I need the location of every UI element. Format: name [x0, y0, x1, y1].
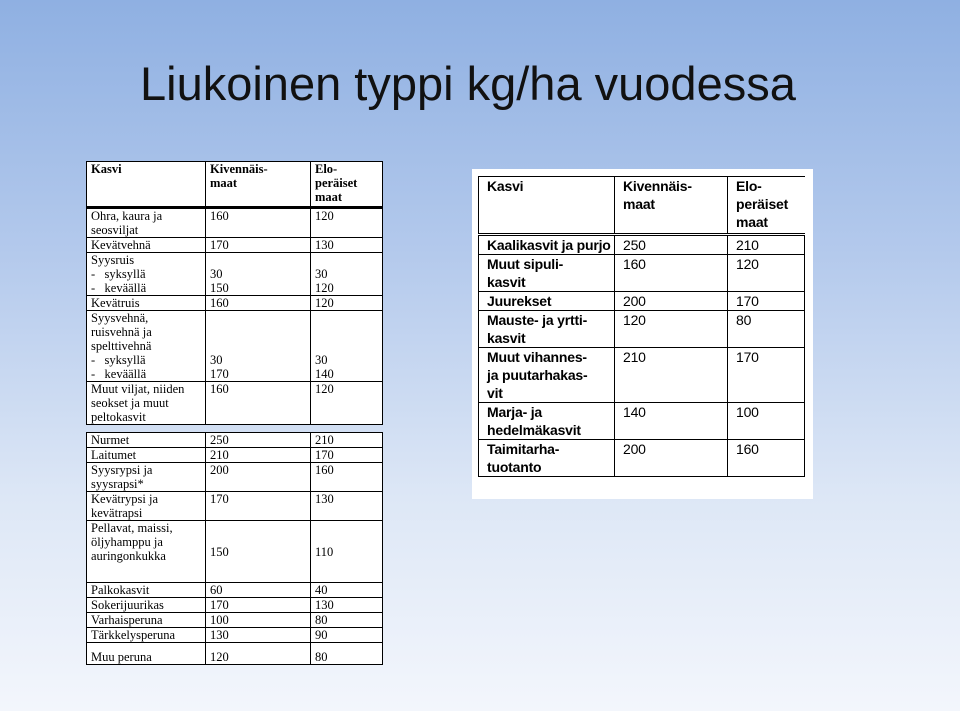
crop-label: Syysvehnä, ruisvehnä ja spelttivehnä	[91, 311, 152, 353]
mineral-value	[206, 311, 311, 382]
crop-sub-label: - keväällä	[91, 281, 147, 295]
header-mineral-soils: Kivennäis- maat	[615, 177, 728, 235]
mineral-value: 250	[615, 235, 728, 255]
organic-value: 120	[311, 208, 383, 238]
crop-cell: Nurmet	[87, 433, 206, 448]
crop-cell: Varhaisperuna	[87, 613, 206, 628]
crop-cell: Mauste- ja yrtti- kasvit	[479, 311, 615, 348]
crop-label: Syysruis	[91, 253, 135, 267]
table-row	[87, 311, 383, 382]
mineral-value: 160	[206, 208, 311, 238]
mineral-value	[206, 253, 311, 296]
crop-cell: Kaalikasvit ja purjo	[479, 235, 615, 255]
crop-cell: Taimitarha- tuotanto	[479, 440, 615, 477]
table-row	[479, 403, 805, 440]
organic-value: 160	[728, 440, 805, 477]
organic-value: 170	[728, 348, 805, 403]
page-title: Liukoinen typpi kg/ha vuodessa	[140, 57, 796, 110]
organic-value-autumn: 30	[315, 267, 328, 281]
mineral-value: 210	[206, 448, 311, 463]
crop-cell: Sokerijuurikas	[87, 598, 206, 613]
organic-value: 120	[311, 382, 383, 425]
organic-value	[311, 253, 383, 296]
mineral-value: 120	[206, 643, 311, 665]
left-table-cereals	[86, 161, 383, 425]
crop-cell: Tärkkelysperuna	[87, 628, 206, 643]
mineral-value: 120	[615, 311, 728, 348]
organic-value: 120	[311, 296, 383, 311]
organic-value-spring: 140	[315, 367, 334, 381]
crop-sub-label: - keväällä	[91, 367, 147, 381]
right-table-horticulture	[478, 176, 805, 477]
header-crop: Kasvi	[479, 177, 615, 235]
crop-cell: Pellavat, maissi, öljyhamppu ja auringonkukka	[87, 521, 206, 583]
organic-value: 130	[311, 598, 383, 613]
left-table-other-crops	[86, 432, 383, 665]
table-row	[87, 208, 383, 238]
table-row	[87, 448, 383, 463]
mineral-value-autumn: 30	[210, 267, 223, 281]
table-row	[87, 296, 383, 311]
mineral-value: 170	[206, 238, 311, 253]
organic-value: 170	[311, 448, 383, 463]
table-row	[87, 613, 383, 628]
organic-value: 210	[311, 433, 383, 448]
organic-value-spring: 120	[315, 281, 334, 295]
mineral-value: 250	[206, 433, 311, 448]
organic-value: 130	[311, 238, 383, 253]
crop-cell: Laitumet	[87, 448, 206, 463]
table-row	[479, 348, 805, 403]
table-row	[87, 433, 383, 448]
table-row	[87, 628, 383, 643]
mineral-value: 160	[206, 296, 311, 311]
mineral-value: 200	[615, 440, 728, 477]
table-header-row	[87, 162, 383, 208]
crop-sub-label: - syksyllä	[91, 353, 146, 367]
mineral-value-autumn: 30	[210, 353, 223, 367]
organic-value: 40	[311, 583, 383, 598]
mineral-value-spring: 170	[210, 367, 229, 381]
mineral-value: 170	[206, 492, 311, 521]
crop-cell	[87, 253, 206, 296]
organic-value: 120	[728, 255, 805, 292]
table-row	[87, 253, 383, 296]
table-row	[87, 382, 383, 425]
crop-cell: Syysrypsi ja syysrapsi*	[87, 463, 206, 492]
crop-cell: Kevätvehnä	[87, 238, 206, 253]
mineral-value: 200	[615, 292, 728, 311]
mineral-value: 100	[206, 613, 311, 628]
organic-value: 80	[311, 613, 383, 628]
mineral-value: 130	[206, 628, 311, 643]
mineral-value: 160	[615, 255, 728, 292]
table-row	[87, 463, 383, 492]
mineral-value: 160	[206, 382, 311, 425]
table-row	[87, 238, 383, 253]
organic-value: 80	[728, 311, 805, 348]
crop-cell: Ohra, kaura ja seosviljat	[87, 208, 206, 238]
header-crop: Kasvi	[87, 162, 206, 208]
mineral-value: 140	[615, 403, 728, 440]
table-row	[479, 255, 805, 292]
organic-value: 170	[728, 292, 805, 311]
crop-cell: Muut viljat, niiden seokset ja muut peltokasvit	[87, 382, 206, 425]
crop-cell: Muut sipuli- kasvit	[479, 255, 615, 292]
organic-value: 210	[728, 235, 805, 255]
crop-cell: Juurekset	[479, 292, 615, 311]
organic-value	[311, 311, 383, 382]
mineral-value-spring: 150	[210, 281, 229, 295]
organic-value: 100	[728, 403, 805, 440]
organic-value: 130	[311, 492, 383, 521]
mineral-value: 210	[615, 348, 728, 403]
table-row	[479, 235, 805, 255]
organic-value-autumn: 30	[315, 353, 328, 367]
table-row	[479, 311, 805, 348]
crop-cell: Palkokasvit	[87, 583, 206, 598]
organic-value: 90	[311, 628, 383, 643]
crop-sub-label: - syksyllä	[91, 267, 146, 281]
mineral-value: 150	[206, 521, 311, 583]
crop-cell: Kevätruis	[87, 296, 206, 311]
crop-cell: Muut vihannes- ja puutarhakas- vit	[479, 348, 615, 403]
table-header-row	[479, 177, 805, 235]
table-row	[87, 583, 383, 598]
mineral-value: 170	[206, 598, 311, 613]
crop-cell: Muu peruna	[87, 643, 206, 665]
table-row	[479, 292, 805, 311]
mineral-value: 60	[206, 583, 311, 598]
table-row	[87, 598, 383, 613]
header-mineral-soils: Kivennäis- maat	[206, 162, 311, 208]
table-row	[87, 643, 383, 665]
table-row	[87, 492, 383, 521]
crop-cell	[87, 311, 206, 382]
table-row	[479, 440, 805, 477]
table-row	[87, 521, 383, 583]
header-organic-soils: Elo- peräiset maat	[728, 177, 805, 235]
organic-value: 110	[311, 521, 383, 583]
mineral-value: 200	[206, 463, 311, 492]
organic-value: 160	[311, 463, 383, 492]
header-organic-soils: Elo- peräiset maat	[311, 162, 383, 208]
organic-value: 80	[311, 643, 383, 665]
crop-cell: Marja- ja hedelmäkasvit	[479, 403, 615, 440]
crop-cell: Kevätrypsi ja kevätrapsi	[87, 492, 206, 521]
